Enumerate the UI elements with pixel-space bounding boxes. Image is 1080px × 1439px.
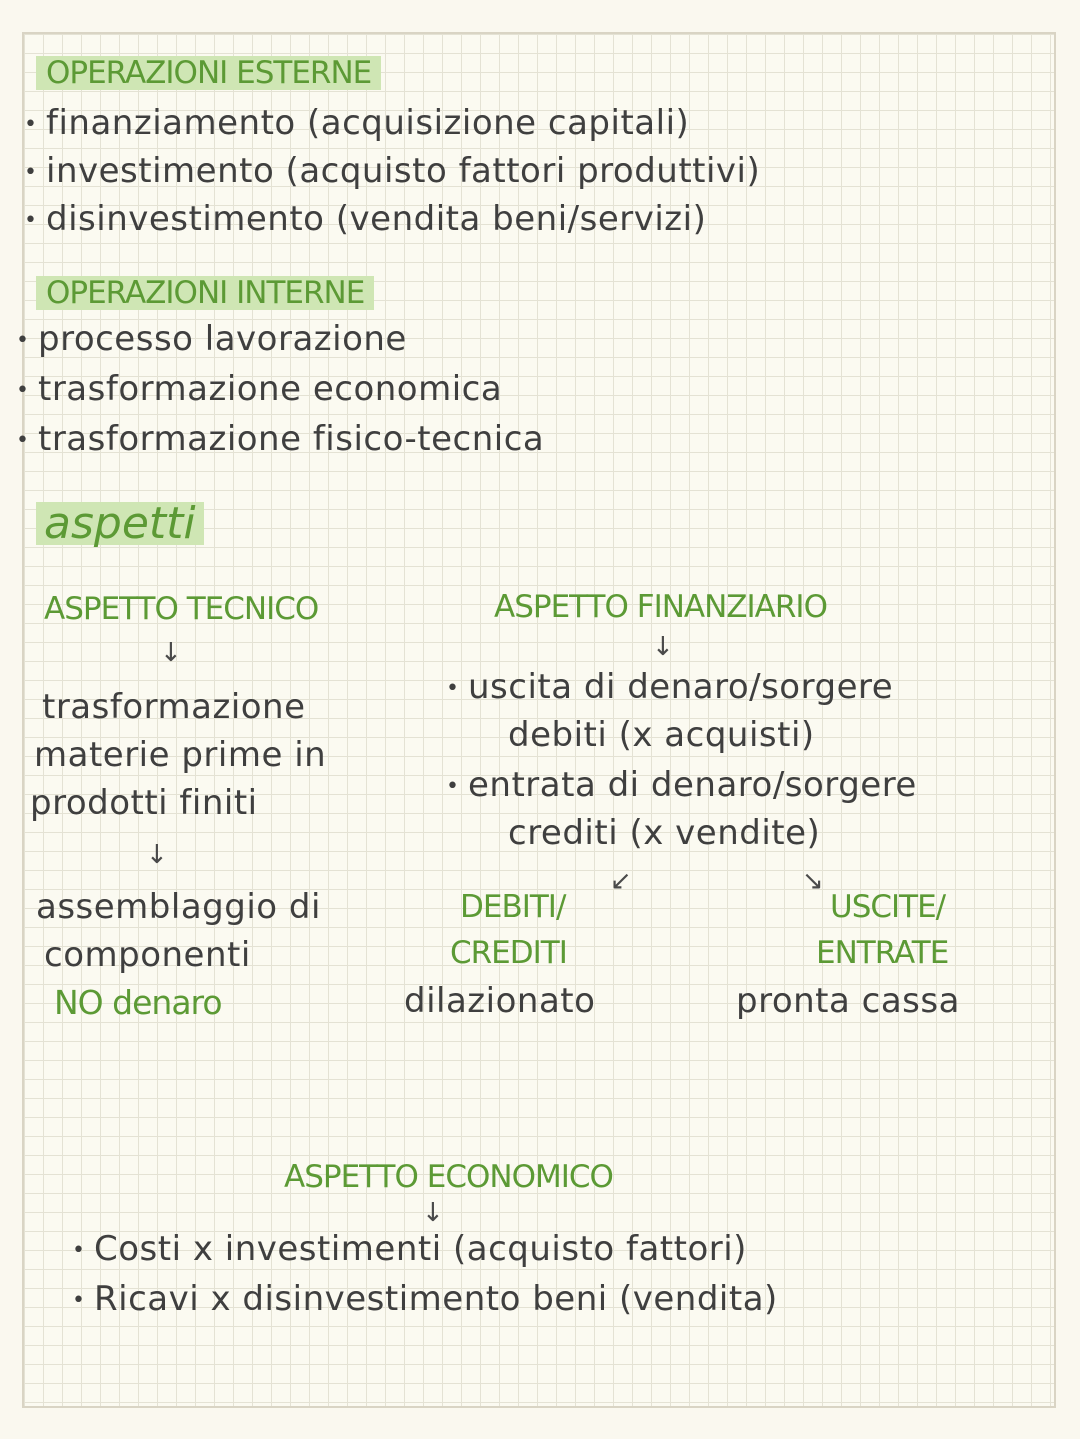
down-arrow-icon: ↓: [652, 632, 674, 662]
notebook-page: [16, 32, 1056, 1408]
internal-item: • processo lavorazione: [16, 319, 407, 359]
bullet-icon: •: [72, 1237, 86, 1263]
bullet-icon: •: [16, 427, 30, 453]
financial-heading: ASPETTO FINANZIARIO: [494, 589, 827, 625]
bullet-icon: •: [446, 773, 460, 799]
internal-item: • trasformazione economica: [16, 369, 503, 409]
bullet-icon: •: [16, 377, 30, 403]
bullet-icon: •: [72, 1287, 86, 1313]
right-label: ENTRATE: [816, 935, 949, 971]
economic-heading: ASPETTO ECONOMICO: [284, 1159, 613, 1195]
external-item: • disinvestimento (vendita beni/servizi): [24, 199, 707, 239]
left-label: CREDITI: [450, 935, 567, 971]
left-note: dilazionato: [404, 981, 596, 1021]
left-label: DEBITI/: [460, 889, 566, 925]
bullet-icon: •: [24, 111, 38, 137]
financial-item-cont: crediti (x vendite): [508, 813, 821, 853]
external-item: • investimento (acquisto fattori produttivi): [24, 151, 761, 191]
financial-item-cont: debiti (x acquisti): [508, 715, 815, 755]
technical-line: assemblaggio di: [36, 887, 321, 927]
economic-item: • Ricavi x disinvestimento beni (vendita): [72, 1279, 778, 1319]
technical-line: prodotti finiti: [30, 783, 258, 823]
down-arrow-icon: ↓: [160, 638, 182, 668]
aspects-title: aspetti: [36, 502, 204, 546]
technical-line: materie prime in: [34, 735, 327, 775]
external-item: • finanziamento (acquisizione capitali): [24, 103, 690, 143]
bullet-icon: •: [24, 159, 38, 185]
down-arrow-icon: ↓: [422, 1198, 444, 1228]
technical-line: trasformazione: [42, 687, 306, 727]
financial-item: • uscita di denaro/sorgere: [446, 667, 894, 707]
down-left-arrow-icon: ↙: [610, 866, 632, 896]
technical-note: NO denaro: [54, 983, 222, 1022]
internal-item: • trasformazione fisico-tecnica: [16, 419, 545, 459]
financial-item: • entrata di denaro/sorgere: [446, 765, 917, 805]
bullet-icon: •: [16, 327, 30, 353]
technical-line: componenti: [44, 935, 251, 975]
right-note: pronta cassa: [736, 981, 960, 1021]
bullet-icon: •: [24, 207, 38, 233]
down-right-arrow-icon: ↘: [802, 866, 824, 896]
internal-heading: OPERAZIONI INTERNE: [36, 278, 374, 309]
right-label: USCITE/: [830, 889, 946, 925]
economic-item: • Costi x investimenti (acquisto fattori): [72, 1229, 747, 1269]
external-heading: OPERAZIONI ESTERNE: [36, 58, 381, 89]
technical-heading: ASPETTO TECNICO: [44, 591, 319, 627]
down-arrow-icon: ↓: [146, 840, 168, 870]
bullet-icon: •: [446, 675, 460, 701]
